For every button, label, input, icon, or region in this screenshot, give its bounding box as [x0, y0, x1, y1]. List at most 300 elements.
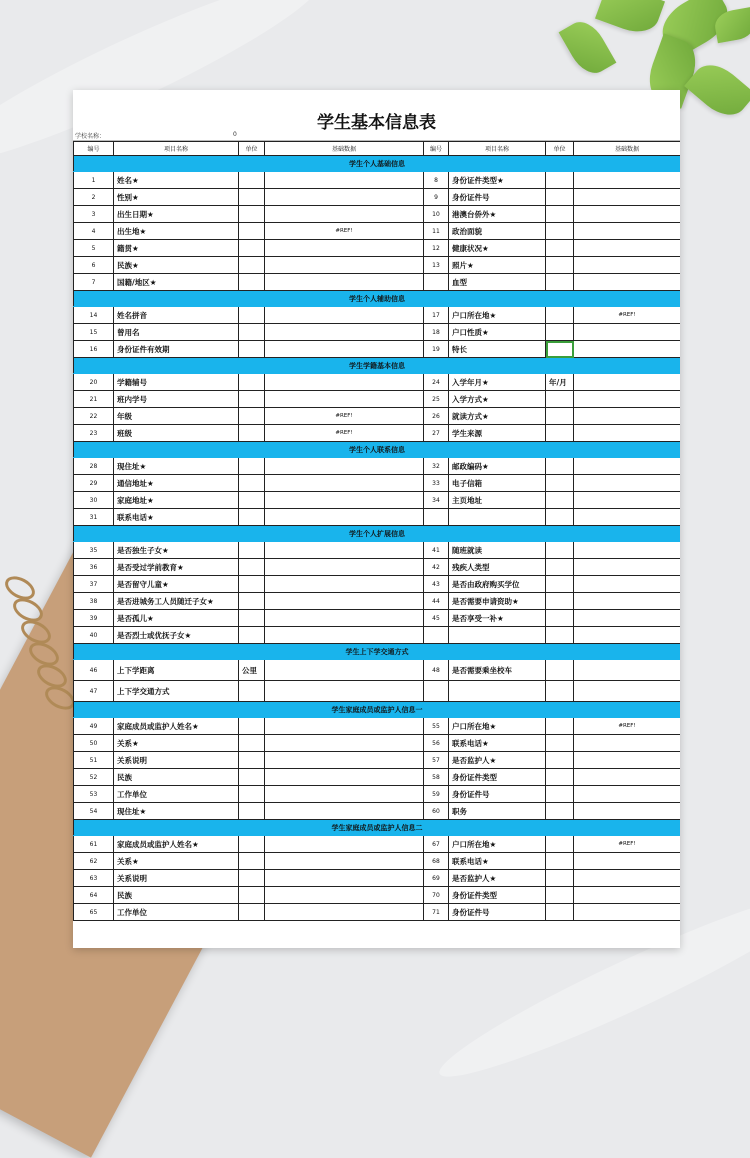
right-item-unit[interactable]: [546, 853, 574, 870]
right-item-number: 42: [424, 559, 449, 576]
left-item-value[interactable]: [265, 660, 424, 681]
right-item-unit[interactable]: [546, 610, 574, 627]
right-item-unit[interactable]: [546, 492, 574, 509]
school-name-label: 学校名称：: [75, 133, 106, 140]
right-item-unit[interactable]: [546, 836, 574, 853]
table-row: [74, 274, 681, 291]
right-item-name: 是否由政府购买学位: [449, 576, 546, 593]
left-item-name: 现住址★: [114, 803, 239, 820]
left-item-value[interactable]: #REF!: [265, 408, 424, 425]
right-item-number: 71: [424, 904, 449, 921]
right-item-number: 67: [424, 836, 449, 853]
right-item-unit[interactable]: [546, 786, 574, 803]
left-item-value[interactable]: [265, 189, 424, 206]
right-item-value[interactable]: [574, 206, 681, 223]
right-item-number: 57: [424, 752, 449, 769]
left-item-name: 工作单位: [114, 786, 239, 803]
right-item-name: 随班就读: [449, 542, 546, 559]
left-item-value[interactable]: [265, 559, 424, 576]
right-item-value[interactable]: [574, 509, 681, 526]
left-item-name: 通信地址★: [114, 475, 239, 492]
left-item-number: 39: [74, 610, 114, 627]
right-item-unit[interactable]: [546, 341, 574, 358]
right-item-name: 是否需要乘坐校车: [449, 660, 546, 681]
left-item-name: 联系电话★: [114, 509, 239, 526]
left-item-value[interactable]: [265, 307, 424, 324]
right-item-unit[interactable]: 年/月: [546, 374, 574, 391]
left-item-value[interactable]: [265, 542, 424, 559]
left-item-number: 14: [74, 307, 114, 324]
left-item-unit[interactable]: [239, 223, 265, 240]
header-name-left: 项目名称: [114, 142, 239, 156]
right-item-name: 照片★: [449, 257, 546, 274]
left-item-value[interactable]: [265, 458, 424, 475]
table-row: [74, 374, 681, 391]
left-item-number: 23: [74, 425, 114, 442]
table-row: [74, 542, 681, 559]
left-item-name: 曾用名: [114, 324, 239, 341]
left-item-name: 关系说明: [114, 870, 239, 887]
spreadsheet-page: [73, 90, 680, 948]
left-item-value[interactable]: [265, 610, 424, 627]
left-item-value[interactable]: [265, 391, 424, 408]
right-item-number: 32: [424, 458, 449, 475]
right-item-name: 就读方式★: [449, 408, 546, 425]
right-item-value[interactable]: [574, 803, 681, 820]
left-item-unit[interactable]: [239, 576, 265, 593]
left-item-name: 关系说明: [114, 752, 239, 769]
table-row: [74, 509, 681, 526]
right-item-name: 邮政编码★: [449, 458, 546, 475]
right-item-unit[interactable]: [546, 223, 574, 240]
left-item-unit[interactable]: [239, 627, 265, 644]
table-row: [74, 492, 681, 509]
right-item-number: 34: [424, 492, 449, 509]
left-item-unit[interactable]: [239, 408, 265, 425]
left-item-unit[interactable]: [239, 559, 265, 576]
left-item-unit[interactable]: [239, 391, 265, 408]
section-header-row: [74, 156, 681, 172]
left-item-number: 37: [74, 576, 114, 593]
right-item-name: [449, 509, 546, 526]
right-item-name: 身份证件号: [449, 189, 546, 206]
left-item-value[interactable]: [265, 752, 424, 769]
right-item-name: 联系电话★: [449, 853, 546, 870]
right-item-value[interactable]: [574, 475, 681, 492]
right-item-unit[interactable]: [546, 172, 574, 189]
left-item-value[interactable]: [265, 853, 424, 870]
left-item-value[interactable]: [265, 257, 424, 274]
section-title: 学生个人基础信息: [74, 156, 681, 172]
left-item-value[interactable]: #REF!: [265, 425, 424, 442]
right-item-number: 56: [424, 735, 449, 752]
right-item-unit[interactable]: [546, 735, 574, 752]
left-item-name: 班级: [114, 425, 239, 442]
left-item-value[interactable]: [265, 240, 424, 257]
right-item-value[interactable]: [574, 735, 681, 752]
left-item-unit[interactable]: [239, 752, 265, 769]
right-item-unit[interactable]: [546, 189, 574, 206]
left-item-unit[interactable]: [239, 341, 265, 358]
student-info-table: [73, 141, 680, 921]
right-item-name: 身份证件类型: [449, 887, 546, 904]
right-item-unit[interactable]: [546, 408, 574, 425]
left-item-name: 工作单位: [114, 904, 239, 921]
right-item-unit[interactable]: [546, 257, 574, 274]
right-item-unit[interactable]: [546, 324, 574, 341]
right-item-value[interactable]: [574, 769, 681, 786]
right-item-value[interactable]: [574, 374, 681, 391]
right-item-number: 17: [424, 307, 449, 324]
left-item-unit[interactable]: [239, 307, 265, 324]
right-item-unit[interactable]: [546, 274, 574, 291]
left-item-number: 15: [74, 324, 114, 341]
left-item-value[interactable]: [265, 576, 424, 593]
left-item-name: 国籍/地区★: [114, 274, 239, 291]
table-row: [74, 769, 681, 786]
left-item-unit[interactable]: [239, 274, 265, 291]
right-item-unit[interactable]: [546, 391, 574, 408]
right-item-number: 11: [424, 223, 449, 240]
right-item-value[interactable]: #REF!: [574, 836, 681, 853]
left-item-value[interactable]: [265, 887, 424, 904]
left-item-number: 47: [74, 681, 114, 702]
right-item-name: 健康状况★: [449, 240, 546, 257]
left-item-unit[interactable]: [239, 593, 265, 610]
header-name-right: 项目名称: [449, 142, 546, 156]
left-item-value[interactable]: [265, 681, 424, 702]
left-item-value[interactable]: [265, 870, 424, 887]
left-item-name: 姓名★: [114, 172, 239, 189]
left-item-number: 31: [74, 509, 114, 526]
right-item-value[interactable]: [574, 189, 681, 206]
left-item-number: 30: [74, 492, 114, 509]
left-item-value[interactable]: [265, 324, 424, 341]
left-item-name: 民族: [114, 769, 239, 786]
right-item-value[interactable]: [574, 593, 681, 610]
right-item-value[interactable]: [574, 559, 681, 576]
right-item-number: 41: [424, 542, 449, 559]
left-item-number: 53: [74, 786, 114, 803]
left-item-number: 5: [74, 240, 114, 257]
right-item-number: 33: [424, 475, 449, 492]
right-item-value[interactable]: [574, 324, 681, 341]
right-item-value[interactable]: [574, 240, 681, 257]
right-item-name: 入学方式★: [449, 391, 546, 408]
left-item-number: 63: [74, 870, 114, 887]
left-item-number: 21: [74, 391, 114, 408]
right-item-number: 25: [424, 391, 449, 408]
right-item-value[interactable]: [574, 542, 681, 559]
left-item-unit[interactable]: [239, 458, 265, 475]
right-item-number: 9: [424, 189, 449, 206]
table-row: [74, 593, 681, 610]
left-item-unit[interactable]: [239, 189, 265, 206]
right-item-value[interactable]: [574, 576, 681, 593]
right-item-name: 户口所在地★: [449, 718, 546, 735]
left-item-value[interactable]: [265, 803, 424, 820]
right-item-name: 是否监护人★: [449, 870, 546, 887]
left-item-value[interactable]: [265, 735, 424, 752]
right-item-unit[interactable]: [546, 593, 574, 610]
right-item-name: [449, 681, 546, 702]
left-item-unit[interactable]: [239, 206, 265, 223]
right-item-name: 特长: [449, 341, 546, 358]
left-item-value[interactable]: [265, 509, 424, 526]
table-row: [74, 341, 681, 358]
left-item-number: 4: [74, 223, 114, 240]
right-item-unit[interactable]: [546, 542, 574, 559]
left-item-value[interactable]: [265, 769, 424, 786]
right-item-name: 血型: [449, 274, 546, 291]
left-item-name: 是否留守儿童★: [114, 576, 239, 593]
table-header-row: [74, 142, 681, 156]
left-item-value[interactable]: [265, 374, 424, 391]
right-item-value[interactable]: [574, 172, 681, 189]
left-item-number: 52: [74, 769, 114, 786]
left-item-unit[interactable]: [239, 836, 265, 853]
right-item-unit[interactable]: [546, 681, 574, 702]
left-item-unit[interactable]: [239, 475, 265, 492]
left-item-unit[interactable]: [239, 803, 265, 820]
right-item-unit[interactable]: [546, 475, 574, 492]
right-item-unit[interactable]: [546, 660, 574, 681]
right-item-unit[interactable]: [546, 887, 574, 904]
left-item-unit[interactable]: 公里: [239, 660, 265, 681]
right-item-name: 政治面貌: [449, 223, 546, 240]
right-item-value[interactable]: [574, 274, 681, 291]
left-item-number: 54: [74, 803, 114, 820]
right-item-name: 身份证件号: [449, 786, 546, 803]
right-item-value[interactable]: [574, 887, 681, 904]
section-header-row: [74, 644, 681, 660]
left-item-name: 学籍辅号: [114, 374, 239, 391]
section-title: 学生家庭成员或监护人信息一: [74, 702, 681, 718]
table-row: [74, 836, 681, 853]
table-row: [74, 627, 681, 644]
table-row: [74, 803, 681, 820]
table-row: [74, 240, 681, 257]
right-item-number: 44: [424, 593, 449, 610]
right-item-number: [424, 274, 449, 291]
left-item-unit[interactable]: [239, 610, 265, 627]
right-item-value[interactable]: [574, 853, 681, 870]
left-item-number: 28: [74, 458, 114, 475]
right-item-value[interactable]: [574, 458, 681, 475]
left-item-unit[interactable]: [239, 904, 265, 921]
right-item-name: 港澳台侨外★: [449, 206, 546, 223]
right-item-value[interactable]: [574, 223, 681, 240]
right-item-number: 45: [424, 610, 449, 627]
left-item-value[interactable]: [265, 206, 424, 223]
right-item-value[interactable]: [574, 610, 681, 627]
table-row: [74, 718, 681, 735]
section-title: 学生个人扩展信息: [74, 526, 681, 542]
left-item-unit[interactable]: [239, 172, 265, 189]
left-item-unit[interactable]: [239, 509, 265, 526]
left-item-name: 姓名拼音: [114, 307, 239, 324]
left-item-value[interactable]: [265, 475, 424, 492]
right-item-value[interactable]: [574, 425, 681, 442]
header-unit-left: 单位: [239, 142, 265, 156]
left-item-unit[interactable]: [239, 769, 265, 786]
left-item-name: 性别★: [114, 189, 239, 206]
left-item-value[interactable]: [265, 172, 424, 189]
right-item-unit[interactable]: [546, 458, 574, 475]
left-item-unit[interactable]: [239, 870, 265, 887]
right-item-number: 18: [424, 324, 449, 341]
left-item-number: 16: [74, 341, 114, 358]
left-item-number: 62: [74, 853, 114, 870]
left-item-unit[interactable]: [239, 887, 265, 904]
left-item-unit[interactable]: [239, 240, 265, 257]
right-item-unit[interactable]: [546, 425, 574, 442]
left-item-unit[interactable]: [239, 786, 265, 803]
right-item-name: 主页地址: [449, 492, 546, 509]
left-item-unit[interactable]: [239, 492, 265, 509]
header-unit-right: 单位: [546, 142, 574, 156]
left-item-name: 是否独生子女★: [114, 542, 239, 559]
right-item-value[interactable]: [574, 786, 681, 803]
right-item-name: 入学年月★: [449, 374, 546, 391]
left-item-number: 6: [74, 257, 114, 274]
right-item-name: 联系电话★: [449, 735, 546, 752]
right-item-unit[interactable]: [546, 576, 574, 593]
right-item-value[interactable]: [574, 492, 681, 509]
right-item-name: 户口性质★: [449, 324, 546, 341]
left-item-value[interactable]: [265, 718, 424, 735]
right-item-value[interactable]: [574, 904, 681, 921]
right-item-value[interactable]: [574, 752, 681, 769]
right-item-value[interactable]: [574, 627, 681, 644]
left-item-unit[interactable]: [239, 425, 265, 442]
right-item-unit[interactable]: [546, 307, 574, 324]
section-header-row: [74, 291, 681, 307]
right-item-unit[interactable]: [546, 240, 574, 257]
table-row: [74, 904, 681, 921]
right-item-value[interactable]: [574, 257, 681, 274]
school-name-row: [73, 131, 680, 141]
table-row: [74, 576, 681, 593]
right-item-unit[interactable]: [546, 627, 574, 644]
left-item-name: 关系★: [114, 735, 239, 752]
left-item-value[interactable]: [265, 593, 424, 610]
table-row: [74, 681, 681, 702]
header-no-left: 编号: [74, 142, 114, 156]
right-item-number: 58: [424, 769, 449, 786]
left-item-name: 出生地★: [114, 223, 239, 240]
right-item-unit[interactable]: [546, 904, 574, 921]
right-item-name: 户口所在地★: [449, 836, 546, 853]
section-header-row: [74, 702, 681, 718]
table-row: [74, 307, 681, 324]
right-item-unit[interactable]: [546, 870, 574, 887]
left-item-name: 籍贯★: [114, 240, 239, 257]
table-row: [74, 408, 681, 425]
left-item-unit[interactable]: [239, 257, 265, 274]
table-row: [74, 786, 681, 803]
left-item-name: 班内学号: [114, 391, 239, 408]
table-row: [74, 735, 681, 752]
left-item-unit[interactable]: [239, 324, 265, 341]
left-item-name: 上下学交通方式: [114, 681, 239, 702]
left-item-number: 49: [74, 718, 114, 735]
right-item-unit[interactable]: [546, 769, 574, 786]
table-row: [74, 172, 681, 189]
left-item-number: 51: [74, 752, 114, 769]
left-item-number: 3: [74, 206, 114, 223]
left-item-value[interactable]: [265, 627, 424, 644]
left-item-unit[interactable]: [239, 853, 265, 870]
left-item-number: 29: [74, 475, 114, 492]
right-item-value[interactable]: #REF!: [574, 718, 681, 735]
right-item-unit[interactable]: [546, 559, 574, 576]
table-row: [74, 257, 681, 274]
left-item-unit[interactable]: [239, 542, 265, 559]
right-item-value[interactable]: [574, 408, 681, 425]
table-row: [74, 391, 681, 408]
left-item-value[interactable]: [265, 786, 424, 803]
school-name-value: 0: [233, 131, 237, 138]
left-item-number: 35: [74, 542, 114, 559]
left-item-value[interactable]: [265, 904, 424, 921]
left-item-value[interactable]: #REF!: [265, 223, 424, 240]
left-item-value[interactable]: [265, 274, 424, 291]
left-item-value[interactable]: [265, 492, 424, 509]
header-data-left: 基础数据: [265, 142, 424, 156]
left-item-value[interactable]: [265, 341, 424, 358]
right-item-value[interactable]: [574, 391, 681, 408]
left-item-name: 是否烈士或优抚子女★: [114, 627, 239, 644]
table-row: [74, 887, 681, 904]
table-row: [74, 223, 681, 240]
left-item-unit[interactable]: [239, 718, 265, 735]
right-item-value[interactable]: [574, 341, 681, 358]
right-item-number: 27: [424, 425, 449, 442]
left-item-value[interactable]: [265, 836, 424, 853]
right-item-unit[interactable]: [546, 803, 574, 820]
right-item-number: 10: [424, 206, 449, 223]
section-title: 学生个人联系信息: [74, 442, 681, 458]
left-item-number: 2: [74, 189, 114, 206]
right-item-number: 26: [424, 408, 449, 425]
left-item-number: 61: [74, 836, 114, 853]
right-item-unit[interactable]: [546, 718, 574, 735]
right-item-unit[interactable]: [546, 752, 574, 769]
left-item-unit[interactable]: [239, 735, 265, 752]
right-item-number: 48: [424, 660, 449, 681]
right-item-value[interactable]: #REF!: [574, 307, 681, 324]
right-item-number: [424, 681, 449, 702]
right-item-unit[interactable]: [546, 206, 574, 223]
right-item-unit[interactable]: [546, 509, 574, 526]
right-item-value[interactable]: [574, 870, 681, 887]
right-item-number: 12: [424, 240, 449, 257]
left-item-unit[interactable]: [239, 374, 265, 391]
header-no-right: 编号: [424, 142, 449, 156]
right-item-value[interactable]: [574, 660, 681, 681]
right-item-value[interactable]: [574, 681, 681, 702]
left-item-number: 7: [74, 274, 114, 291]
right-item-number: 70: [424, 887, 449, 904]
table-row: [74, 458, 681, 475]
right-item-name: 是否监护人★: [449, 752, 546, 769]
section-header-row: [74, 526, 681, 542]
section-title: 学生学籍基本信息: [74, 358, 681, 374]
left-item-name: 身份证件有效期: [114, 341, 239, 358]
left-item-unit[interactable]: [239, 681, 265, 702]
section-header-row: [74, 358, 681, 374]
